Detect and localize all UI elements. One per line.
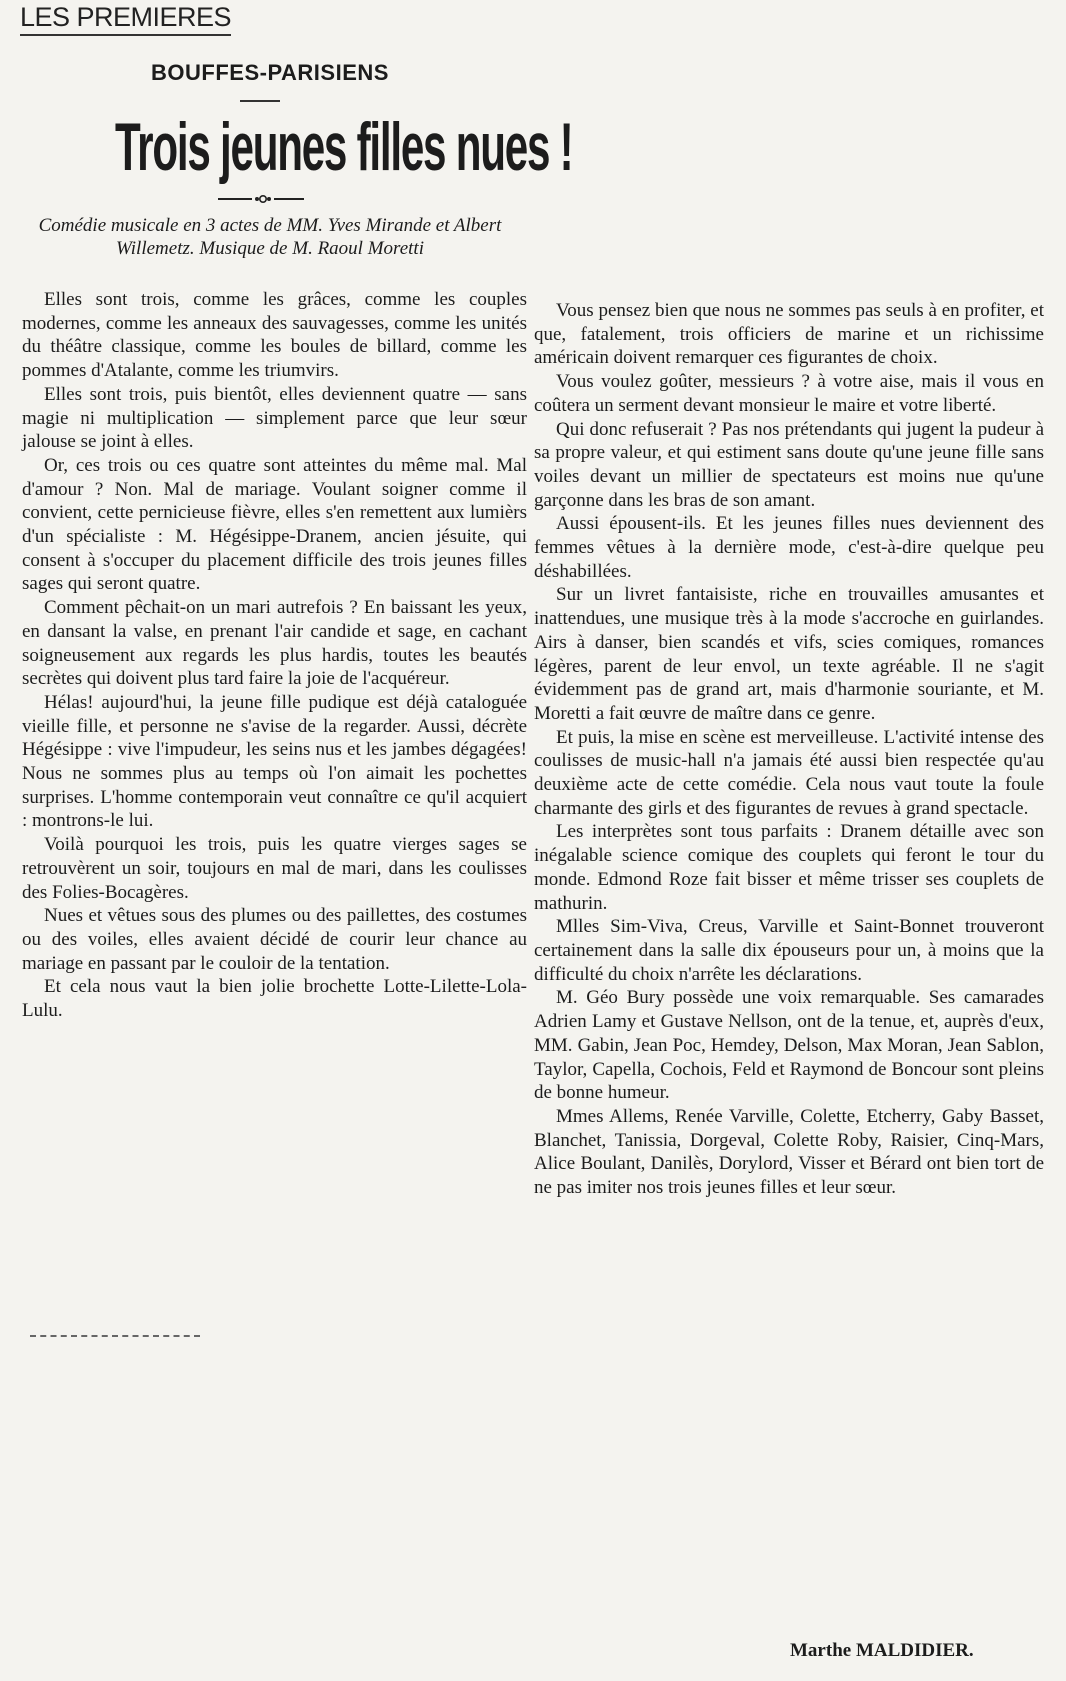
theatre-name: BOUFFES-PARISIENS (151, 60, 389, 85)
paragraph: Aussi épousent-ils. Et les jeunes filles nues deviennent des femmes vêtues à la dernière mode, c'est-à-dire quelque peu déshabillées. (534, 513, 1044, 582)
section-rubric: LES PREMIERES (20, 2, 231, 36)
paragraph: M. Géo Bury possède une voix remarquable. Ses camarades Adrien Lamy et Gustave Nellson, ont de la tenue, et, auprès d'eux, MM. Gabin, Jean Poc, Hemdey, Delson, Max Moran, Jean Sablon, Taylor, Capella, Cochois, Feld et Raymond de Boncour sont pleins de bonne humeur. (534, 987, 1044, 1104)
article-subtitle: Comédie musicale en 3 actes de MM. Yves Mirande et Albert Willemetz. Musique de M. Raoul Moretti (38, 215, 502, 259)
divider (240, 100, 280, 102)
paragraph: Voilà pourquoi les trois, puis les quatre vierges sages se retrouvèrent un soir, toujours en mal de mari, dans les coulisses des Folies-Bocagères. (22, 834, 527, 903)
paragraph: Comment pêchait-on un mari autrefois ? En baissant les yeux, en dansant la valse, en prenant l'air candide et sage, en cachant soigneusement aux regards les plus hardis, toutes les beautés secrètes qui doivent plus tard faire la joie de l'acquéreur. (22, 597, 527, 690)
paragraph: Et puis, la mise en scène est merveilleuse. L'activité intense des coulisses de music-hall n'a jamais été aussi bien respectée qu'au deuxième acte de cette comédie. Cela nous vaut toute la foule charmante des girls et des figurantes de revues à grand spectacle. (534, 726, 1044, 819)
paragraph: Mlles Sim-Viva, Creus, Varville et Saint-Bonnet trouveront certainement dans la salle dix épouseurs pour un, à moins que la difficulté du choix n'arrête les déclarations. (534, 916, 1044, 985)
paragraph: Hélas! aujourd'hui, la jeune fille pudique est déjà cataloguée vieille fille, et personne ne s'avise de la regarder. Aussi, décrète Hégésippe : vive l'impudeur, les seins nus et les jambes dégagées! Nous ne sommes plus au temps où l'on aimait les pochettes surprises. L'homme contemporain veut connaître ce qu'il acquiert : montrons-le lui. (22, 691, 527, 832)
ornament-divider (218, 193, 304, 205)
paragraph: Elles sont trois, comme les grâces, comme les couples modernes, comme les anneaux des sauvagesses, comme les unités du théâtre classique, comme les boules de billard, comme les pommes d'Atalante, comme les triumvirs. (22, 289, 527, 382)
paragraph: Les interprètes sont tous parfaits : Dranem détaille avec son inégalable science comique des couplets qui feront le tour du monde. Edmond Roze fait bisser et même trisser ses couplets de mathurin. (534, 821, 1044, 914)
paragraph: Et cela nous vaut la bien jolie brochette Lotte-Lilette-Lola-Lulu. (22, 976, 527, 1022)
end-rule (30, 1335, 200, 1338)
paragraph: Vous pensez bien que nous ne sommes pas seuls à en profiter, et que, fatalement, trois officiers de marine et un richissime américain doivent remarquer ces figurantes de choix. (534, 300, 1044, 369)
right-column (534, 299, 1044, 1200)
article-headline: Trois jeunes filles nues ! (115, 109, 573, 185)
paragraph: Vous voulez goûter, messieurs ? à votre aise, mais il vous en coûtera un serment devant monsieur le maire et votre liberté. (534, 371, 1044, 416)
author-signature: Marthe MALDIDIER. (790, 1640, 974, 1661)
paragraph: Qui donc refuserait ? Pas nos prétendants qui jugent la pudeur à sa propre valeur, et qui estiment sans doute qu'une jeune fille sans voiles devant un millier de spectateurs est moins nue qu'une garçonne dans les bras de son amant. (534, 418, 1044, 511)
paragraph: Nues et vêtues sous des plumes ou des paillettes, des costumes ou des voiles, elles avaient décidé de courir leur chance au mariage en passant par le couloir de la tentation. (22, 905, 527, 974)
paragraph: Elles sont trois, puis bientôt, elles deviennent quatre — sans magie ni multiplication — simplement parce que leur sœur jalouse se joint à elles. (22, 383, 527, 453)
left-column (22, 288, 527, 1023)
paragraph: Or, ces trois ou ces quatre sont atteintes du même mal. Mal d'amour ? Non. Mal de mariage. Voulant soigner comme il convient, cette pernicieuse fièvre, elles s'en remettent aux lumièrs d'un spécialiste : M. Hégésippe-Dranem, ancien jésuite, qui consent à s'occuper du placement difficile des trois jeunes filles sages qui seront quatre. (22, 454, 527, 595)
paragraph: Mmes Allems, Renée Varville, Colette, Etcherry, Gaby Basset, Blanchet, Tanissia, Dorgeval, Colette Roby, Raisier, Cinq-Mars, Alice Boulant, Danilès, Dorylord, Visser et Bérard ont bien tort de ne pas imiter nos trois jeunes filles et leur sœur. (534, 1105, 1044, 1199)
paragraph: Sur un livret fantaisiste, riche en trouvailles amusantes et inattendues, une musique très à la mode s'accroche en guirlandes. Airs à danser, bien scandés et vifs, scies comiques, romances légères, parent de leur envol, un texte agréable. Il ne s'agit évidemment pas de grand art, mais d'harmonie souriante, et M. Moretti a fait œuvre de maître dans ce genre. (534, 584, 1044, 724)
